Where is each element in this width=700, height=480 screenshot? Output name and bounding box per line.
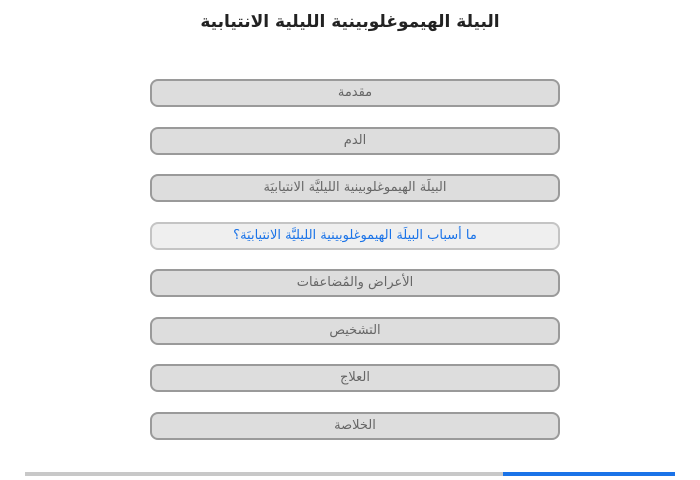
menu-item-introduction[interactable]: مقدمة [150,79,560,107]
menu-item-diagnosis[interactable]: التشخيص [150,317,560,345]
menu-item-causes[interactable]: ما أسباب البيلَة الهيموغلوبينية الليليَّة الانتيابيَة؟ [150,222,560,250]
chapter-menu [150,79,560,459]
menu-item-treatment[interactable]: العلاج [150,364,560,392]
menu-item-summary[interactable]: الخلاصة [150,412,560,440]
progress-bar-fill [503,472,675,476]
progress-bar [25,472,675,476]
menu-item-blood[interactable]: الدم [150,127,560,155]
menu-item-pnh[interactable]: البيلَة الهيموغلوبينية الليليَّة الانتيابيَة [150,174,560,202]
menu-item-symptoms[interactable]: الأعراض والمُضاعفات [150,269,560,297]
page-title: البيلة الهيموغلوبينية الليلية الانتيابية [200,12,500,32]
